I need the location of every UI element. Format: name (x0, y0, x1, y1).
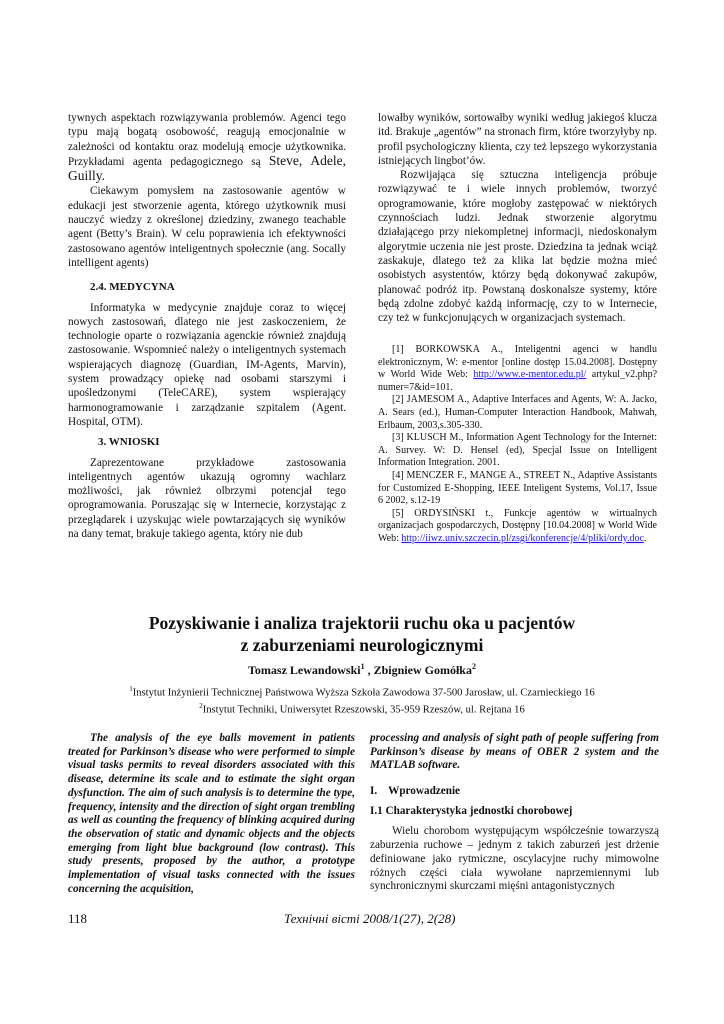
affiliation-2: $^2$Instytut Techniki, Uniwersytet Rzeszowski, 35-959 Rzeszów, ul. Rejtana 16 (199, 701, 525, 716)
left-paragraph-2: Ciekawym pomysłem na zastosowanie agentów w edukacji jest stworzenie agenta, którego użytkownik musi nauczyć wiedzy z określonej dziedziny, zwanego teachable agent (Betty’s Brain). W celu poprawienia ich efektywności zastosowano agentów inteligentnych społecznie (ang. Socally intelligent agents) (68, 185, 346, 269)
reference-1-link[interactable]: http://www.e-mentor.edu.pl/ (473, 369, 587, 381)
page-number: 118 (68, 911, 88, 926)
agent-examples: Steve, Adele, Guilly. (68, 152, 347, 184)
right-paragraph-2: Rozwijająca się sztuczna inteligencja próbuje rozwiązywać te i wiele innych problemów, tworzyć oprogramowanie, które mogłoby zastępować w niektórych czynnościach ludzi. Jednak stworzenie algorytmu działającego przy niekompletnej informacji, niedoskonałym algorytmie uczenia nie jest proste. Dziedzina ta jednak wciąż zaskakuje, dlatego też za klika lat będzie można mieć osobistych asystentów, którzy będą dokonywać zakupów, planować podróż itp. Powstaną doskonalsze systemy, które będą zdolne zdobyć każdą informację, czy to w Internecie, czy też w funkcjonujących w organizacjach systemach. (378, 169, 657, 325)
authors: Tomasz Lewandowski$^1$ , Zbigniew Gomółka$^2$ (248, 662, 476, 677)
article-title (60, 612, 664, 656)
reference-5: [5] ORDYSIŃSKI t., Funkcje agentów w wirtualnych organizacjach gospodarczych, Dostępny [10.04.2008] w World Wide Web: http://iiwz.univ.szczecin.pl/zsgi/konferencje/4/pliki/ordy.doc. (378, 507, 657, 544)
section-heading-wprowadzenie: I. Wprowadzenie (370, 785, 461, 798)
reference-2: [2] JAMESOM A., Adaptive Interfaces and Agents, W: A. Jacko, A. Sears (ed.), Human-Computer Interaction Handbook, Mahwah, Erlbaum, 2003,s.305-330. (378, 394, 657, 431)
reference-5-link[interactable]: http://iiwz.univ.szczecin.pl/zsgi/konferencje/4/pliki/ordy.doc (401, 532, 644, 544)
right-paragraph-1: lowałby wyników, sortowałby wyniki według jakiegoś klucza itd. Brakuje „agentów” na stronach firm, które tworzyłyby np. profil psychologiczny klienta, czy też lepszego wykorzystania istniejących lingbot’ów. (378, 112, 657, 167)
affiliations (60, 683, 664, 716)
lower-right-column (370, 732, 659, 894)
reference-1: [1] BORKOWSKA A., Inteligentni agenci w handlu elektronicznym, W: e-mentor [online dostęp 15.04.2008]. Dostępny w World Wide Web: http://www.e-mentor.edu.pl/ artykul_v2.php?numer=7&id=101. (378, 344, 658, 393)
left-paragraph-3: Informatyka w medycynie znajduje coraz to więcej nowych zastosowań, dlatego nie jest zaskoczeniem, że technologie oparte o rozwiązania agenckie również znajdują zastosowanie. Wspomnieć należy o inteligentnych systemach wspierających diagnozę (Guardian, IM-Agents, Marvin), system prowadzący opiekę nad osobami starszymi i upośledzonymi (TeleCARE), system wspierający harmonogramowanie i zarządzanie szpitalem (Agent. Hospital, OTM). (68, 301, 346, 428)
references-list (378, 344, 657, 546)
reference-4: [4] MENCZER F., MANGE A., STREET N., Adaptive Assistants for Customized E-Shopping, IEEE Inteligent Systems, Vol.17, Issue 6 2002, s.12-19 (378, 469, 657, 507)
title-line-1: Pozyskiwanie i analiza trajektorii ruchu oka u pacjentów (148, 613, 576, 633)
author-1: Tomasz Lewandowski (248, 663, 361, 677)
intro-paragraph: Wielu chorobom występującym współcześnie towarzyszą zaburzenia ruchowe – jednym z takich zaburzeń jest drżenie definiowane jako rytmiczne, oscylacyjne ruchy mimowolne różnych części ciała wywołane naprzemiennymi lub synchronicznymi skurczami mięśni antagonistycznych (370, 825, 659, 893)
title-line-2: z zaburzeniami neurologicznymi (240, 635, 484, 655)
left-paragraph-4: Zaprezentowane przykładowe zastosowania inteligentnych agentów ukazują ogromny wachlarz możliwości, jak również olbrzymi potencjał tego oprogramowania. Poruszając się w Internecie, korzystając z przeglądarek i uzyskując wiele powtarzających się wyników na dany temat, brakuje takiego agenta, który nie dub (68, 456, 346, 541)
reference-3: [3] KLUSCH M., Information Agent Technology for the Internet: A. Survey. W: D. Hensel (ed), Specjal Issue on Intelligent Information Integration. 2001. (378, 432, 657, 469)
abstract-right: processing and analysis of sight path of people suffering from Parkinson’s disease by means of OBER 2 system and the MATLAB software. (370, 732, 659, 772)
journal-footer: Технічні вісті 2008/1(27), 2(28) (284, 911, 456, 926)
upper-right-column (378, 111, 657, 325)
subsection-heading: I.1 Charakterystyka jednostki chorobowej (370, 805, 573, 818)
upper-left-column (68, 111, 346, 541)
abstract-left: The analysis of the eye balls movement in patients treated for Parkinson’s disease who were performed to simple visual tasks permits to reveal disorders associated with this disease, determine its scale and to estimate the sight organ dysfunction. The aim of such analysis is to determine the type, frequency, intensity and the direction of sight organ trembling as well as counting the frequency of blinking acquired during the observation of static and dynamic objects and the objects emerging from light blue background (low contrast). This study presents, proposed by the author, a prototype implementation of visual tasks connected with the issues concerning the acquisition, (68, 732, 355, 895)
left-paragraph-1: tywnych aspektach rozwiązywania problemów. Agenci tego typu mają bogatą osobowość, reagują emocjonalnie w zależności od kontaktu oraz modelują emocje użytkownika. Przykładami agenta pedagogicznego są Steve, Adele, Guilly. (68, 112, 347, 184)
section-heading-wnioski: 3. WNIOSKI (98, 436, 160, 449)
author-2: Zbigniew Gomółka (373, 663, 472, 677)
affiliation-1: $^1$Instytut Inżynierii Technicznej Państwowa Wyższa Szkoła Zawodowa 37-500 Jarosław, ul. Czarnieckiego 16 (129, 685, 595, 699)
section-heading-medycyna: 2.4. MEDYCYNA (90, 281, 175, 294)
